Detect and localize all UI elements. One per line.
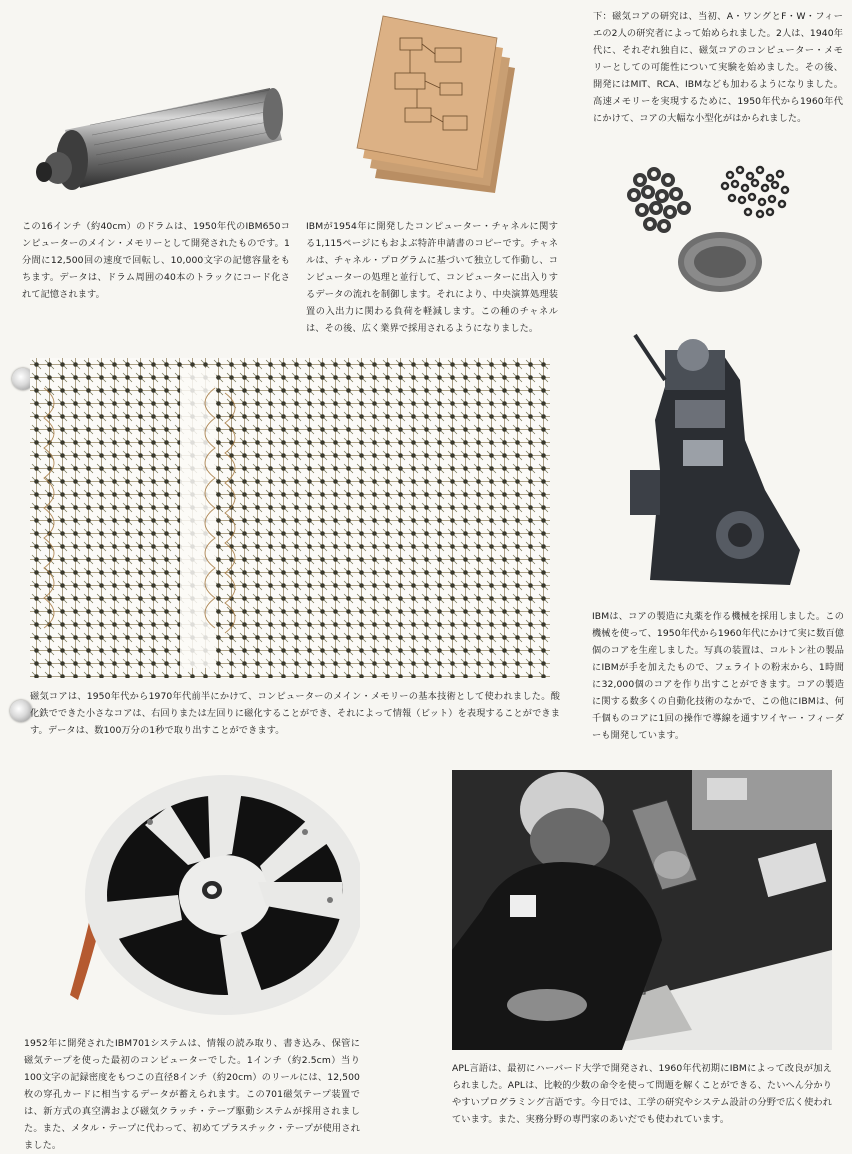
core-plane-caption: 磁気コアは、1950年代から1970年代前半にかけて、コンピューターのメイン・メモリーの基本技術として使われました。酸化鉄でできた小さなコアは、右回りまたは左回りに磁化することができ、それによって情報（ビット）を表現することができます。データは、数100万分の1秒で取り出すことができます。: [30, 691, 560, 736]
apl-caption: APL言語は、最初にハーバード大学で開発され、1960年代初期にIBMによって改良が加えられました。APLは、比較的少数の命令を使って問題を解くことができる、たいへん分かりやすいプログラミング言語です。今日では、工学の研究やシステム設計の分野で広く使われています。また、実務分野の専門家のあいだでも使われています。: [452, 1063, 832, 1125]
binder-hole-bottom: [10, 700, 32, 722]
patent-papers-photo: [355, 8, 525, 208]
machine-caption: IBMは、コアの製造に丸薬を作る機械を採用しました。この機械を使って、1950年代から1960年代にかけて実に数百億個のコアを生産しました。写真の装置は、コルトン社の製品にIBMが手を加えたもので、フェライトの粉末から、1時間に32,000個のコアを作り出すことができます。コアの製造に関する数多くの自動化技術のなかで、この他にIBMは、何千個ものコアに1回の操作で導線を通すワイヤー・フィーダーも開発しています。: [592, 611, 844, 741]
tape-caption: 1952年に開発されたIBM701システムは、情報の読み取り、書き込み、保管に磁気テープを使った最初のコンピューターでした。1インチ（約2.5cm）当り100文字の記録密度をもつこの直径8インチ（約20cm）のリールには、12,500枚の穿孔カードに相当するデータが蓄えられます。この701磁気テープ装置では、新方式の真空溝および磁気クラッチ・テープ駆動システムが採用されました。また、メタル・テープに代わって、初めてプラスチック・テープが使用されました。: [24, 1038, 360, 1151]
core-press-machine-photo: [615, 310, 805, 590]
drum-caption: この16インチ（約40cm）のドラムは、1950年代のIBM650コンピューターのメイン・メモリーとして開発されたものです。1分間に12,500回の速度で回転し、10,000文字の記憶容量をもちます。データは、ドラム周囲の40本のトラックにコード化されて記憶されます。: [22, 221, 290, 300]
magnetic-cores-photo: [620, 150, 830, 300]
apl-programmer-photo: [452, 770, 832, 1050]
patent-caption: IBMが1954年に開発したコンピューター・チャネルに関する1,115ページにもおよぶ特許申請書のコピーです。チャネルは、チャネル・プログラムに基づいて独立して作動し、コンピューターの処理と並行して、コンピューターに出入りするデータの流れを制御します。それにより、中央演算処理装置の入出力に関わる負荷を軽減します。この種のチャネルは、その後、広く業界で採用されるようになりました。: [306, 221, 558, 334]
tape-reel-photo: [60, 770, 360, 1020]
core-plane-photo: [30, 358, 550, 678]
cores-caption: 下：磁気コアの研究は、当初、A・ワングとF・W・フィーエの2人の研究者によって始められました。2人は、1940年代に、それぞれ独自に、磁気コアのコンピューター・メモリーとしての可能性について実験を始めました。その後、開発にはMIT、RCA、IBMなども加わるようになりました。高速メモリーを実現するために、1950年代から1960年代にかけて、コアの大幅な小型化がはかられました。: [593, 11, 843, 124]
memory-drum-photo: [20, 80, 290, 200]
